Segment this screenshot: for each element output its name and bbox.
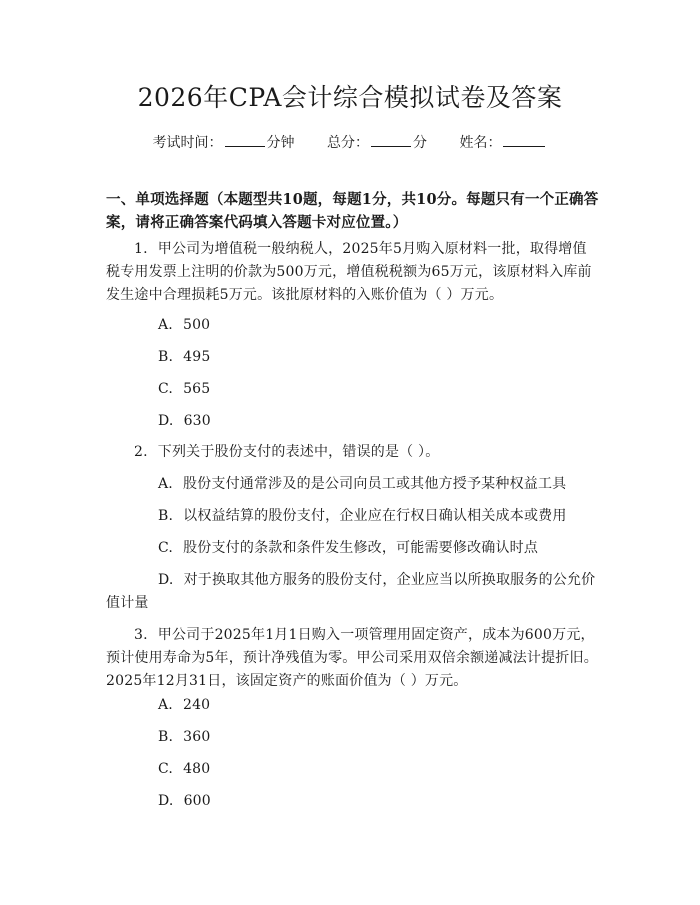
option-letter: B. bbox=[158, 729, 174, 745]
total-score-label: 总分： bbox=[327, 135, 369, 151]
option-text: 360 bbox=[183, 729, 211, 745]
option-text: 股份支付通常涉及的是公司向员工或其他方授予某种权益工具 bbox=[182, 476, 567, 492]
option-letter: C. bbox=[158, 540, 174, 556]
option-text: 565 bbox=[183, 381, 211, 397]
option-letter: C. bbox=[158, 761, 174, 777]
question-number: 1. bbox=[134, 241, 148, 257]
question-number: 2. bbox=[134, 444, 148, 460]
question-2-option-a[interactable] bbox=[106, 473, 600, 496]
question-number: 3. bbox=[134, 627, 148, 643]
question-2-option-d[interactable] bbox=[106, 569, 600, 615]
option-text: 480 bbox=[183, 761, 211, 777]
page-title: 2026年CPA会计综合模拟试卷及答案 bbox=[137, 83, 563, 112]
option-text: 500 bbox=[182, 317, 211, 333]
option-letter: D. bbox=[158, 572, 174, 588]
name-field bbox=[459, 132, 547, 153]
option-letter: B. bbox=[158, 349, 174, 365]
option-text: 股份支付的条款和条件发生修改，可能需要修改确认时点 bbox=[183, 540, 539, 556]
question-3-option-d[interactable] bbox=[106, 790, 600, 813]
question-2 bbox=[106, 441, 600, 464]
question-3-option-b[interactable] bbox=[106, 726, 600, 749]
option-text: 对于换取其他方服务的股份支付，企业应当以所换取服务的公允价值计量 bbox=[106, 572, 596, 611]
option-text: 630 bbox=[183, 413, 211, 429]
section-heading: 一、单项选择题（本题型共10题，每题1分，共10分。每题只有一个正确答案，请将正确答案代码填入答题卡对应位置。） bbox=[106, 191, 599, 231]
question-text: 下列关于股份支付的表述中，错误的是（ ）。 bbox=[157, 444, 440, 460]
total-score-field bbox=[327, 132, 427, 153]
question-1-option-d[interactable] bbox=[106, 410, 600, 433]
question-1-option-c[interactable] bbox=[106, 378, 600, 401]
option-letter: A. bbox=[158, 317, 173, 333]
total-score-unit: 分 bbox=[413, 135, 427, 151]
name-blank[interactable] bbox=[503, 132, 545, 147]
option-letter: D. bbox=[158, 793, 174, 809]
question-1-option-b[interactable] bbox=[106, 346, 600, 369]
total-score-blank[interactable] bbox=[371, 132, 411, 147]
question-2-option-b[interactable] bbox=[106, 505, 600, 528]
name-label: 姓名： bbox=[459, 135, 502, 151]
option-text: 600 bbox=[183, 793, 211, 809]
question-text: 甲公司于2025年1月1日购入一项管理用固定资产，成本为600万元，预计使用寿命为5年，预计净残值为零。甲公司采用双倍余额递减法计提折旧。2025年12月31日，该固定资产的账面价值为（ ）万元。 bbox=[106, 627, 598, 689]
question-1 bbox=[106, 238, 600, 307]
exam-time-unit: 分钟 bbox=[266, 135, 295, 151]
option-letter: D. bbox=[158, 413, 174, 429]
option-text: 495 bbox=[183, 349, 211, 365]
option-letter: C. bbox=[158, 381, 174, 397]
question-text: 甲公司为增值税一般纳税人，2025年5月购入原材料一批，取得增值税专用发票上注明的价款为500万元，增值税税额为65万元，该原材料入库前发生途中合理损耗5万元。该批原材料的入账价值为（ ）万元。 bbox=[106, 241, 592, 303]
question-3-option-c[interactable] bbox=[106, 758, 600, 781]
exam-time-label: 考试时间： bbox=[152, 135, 223, 151]
exam-time-blank[interactable] bbox=[225, 132, 265, 147]
option-letter: A. bbox=[158, 697, 173, 713]
exam-meta-row bbox=[0, 132, 700, 153]
option-text: 以权益结算的股份支付，企业应在行权日确认相关成本或费用 bbox=[183, 508, 567, 524]
question-3-option-a[interactable] bbox=[106, 694, 600, 717]
option-letter: A. bbox=[158, 476, 173, 492]
question-1-option-a[interactable] bbox=[106, 314, 600, 337]
exam-time-field bbox=[153, 132, 295, 153]
option-text: 240 bbox=[182, 697, 211, 713]
option-letter: B. bbox=[158, 508, 174, 524]
question-2-option-c[interactable] bbox=[106, 537, 600, 560]
question-3 bbox=[106, 624, 600, 693]
